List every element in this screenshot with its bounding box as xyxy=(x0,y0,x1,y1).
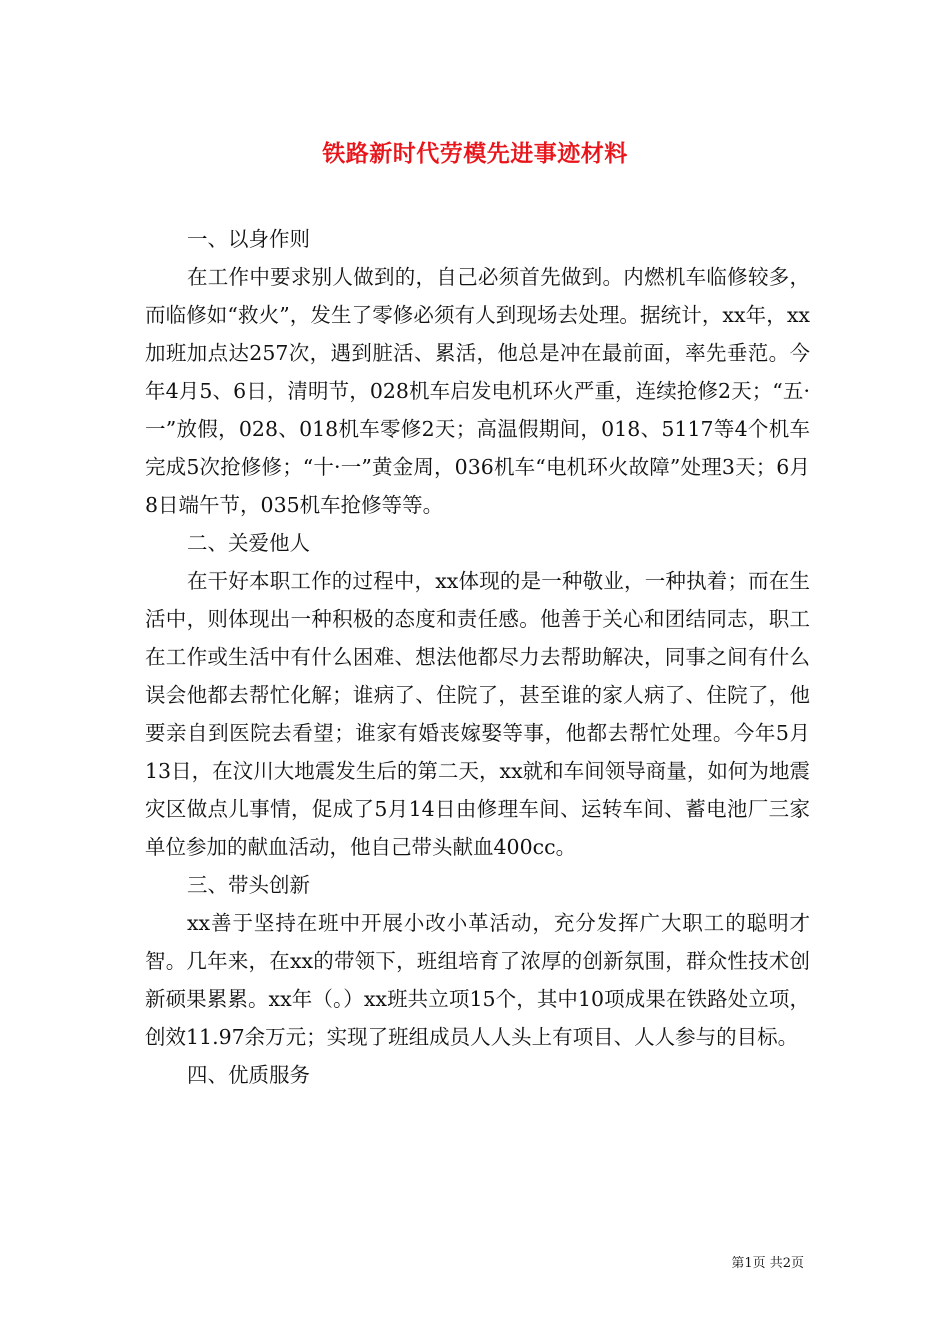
section-paragraph-2: 在干好本职工作的过程中，xx体现的是一种敬业，一种执着；而在生活中，则体现出一种积极的态度和责任感。他善于关心和团结同志，职工在工作或生活中有什么困难、想法他都尽力去帮助解决，同事之间有什么误会他都去帮忙化解；谁病了、住院了，甚至谁的家人病了、住院了，他要亲自到医院去看望；谁家有婚丧嫁娶等事，他都去帮忙处理。今年5月13日，在汶川大地震发生后的第二天，xx就和车间领导商量，如何为地震灾区做点儿事情，促成了5月14日由修理车间、运转车间、蓄电池厂三家单位参加的献血活动，他自己带头献血400cc。 xyxy=(145,569,810,859)
section-heading-1: 一、以身作则 xyxy=(187,227,310,251)
document-body xyxy=(145,220,810,1094)
section-paragraph-3: xx善于坚持在班中开展小改小革活动，充分发挥广大职工的聪明才智。几年来，在xx的带领下，班组培育了浓厚的创新氛围，群众性技术创新硕果累累。xx年（。）xx班共立项15个，其中10项成果在铁路处立项，创效11.97余万元；实现了班组成员人人头上有项目、人人参与的目标。 xyxy=(145,911,810,1049)
section-heading-4: 四、优质服务 xyxy=(187,1063,310,1087)
section-heading-2: 二、关爱他人 xyxy=(187,531,310,555)
document-title: 铁路新时代劳模先进事迹材料 xyxy=(322,141,628,167)
section-heading-3: 三、带头创新 xyxy=(187,873,310,897)
section-paragraph-1: 在工作中要求别人做到的，自己必须首先做到。内燃机车临修较多，而临修如“救火”，发生了零修必须有人到现场去处理。据统计，xx年，xx加班加点达257次，遇到脏活、累活，他总是冲在最前面，率先垂范。今年4月5、6日，清明节，028机车启发电机环火严重，连续抢修2天；“五·一”放假，028、018机车零修2天；高温假期间，018、5117等4个机车完成5次抢修修；“十·一”黄金周，036机车“电机环火故障”处理3天；6月8日端午节，035机车抢修等等。 xyxy=(145,265,810,517)
page-number-footer: 第1页 共2页 xyxy=(731,1256,804,1271)
